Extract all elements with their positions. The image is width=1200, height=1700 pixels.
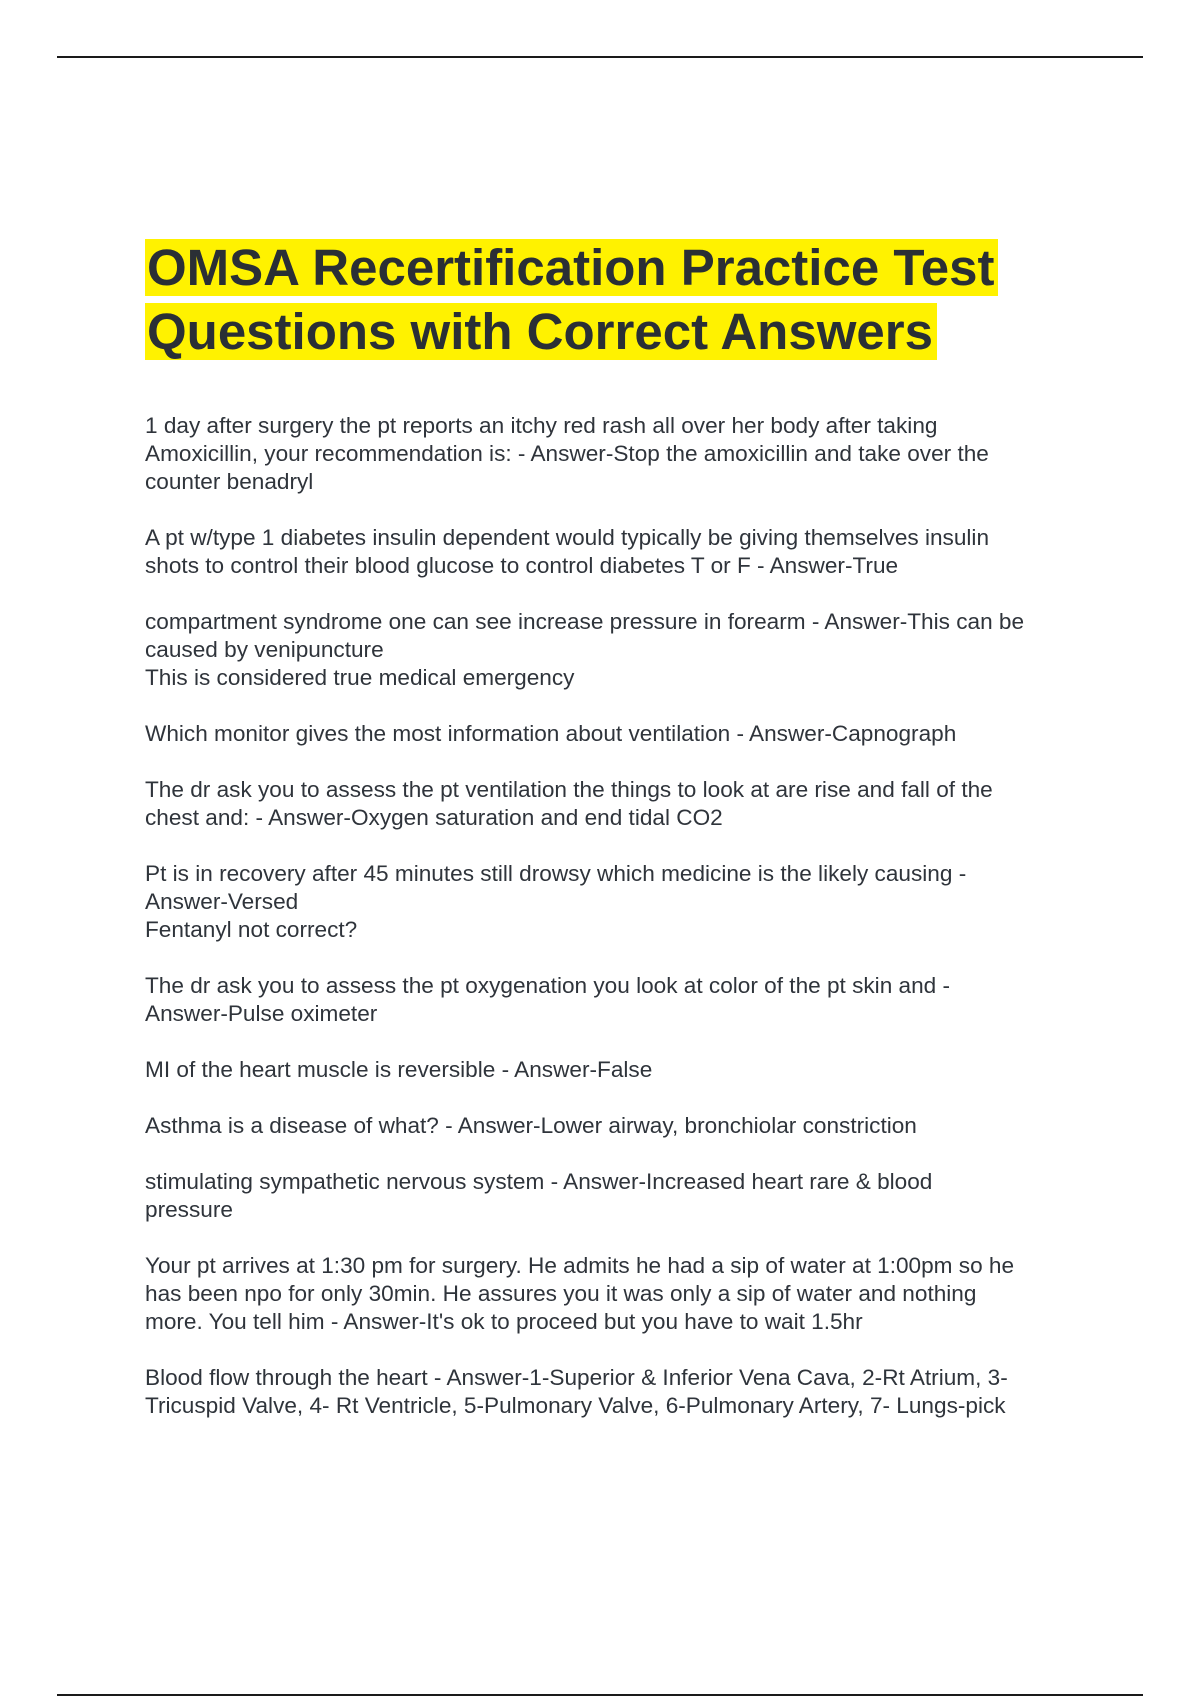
question-answer-list (145, 412, 1095, 1448)
qa-text-line: pressure (145, 1197, 233, 1222)
qa-text-line: A pt w/type 1 diabetes insulin dependent would typically be giving themselves insulin (145, 525, 990, 550)
qa-item (145, 1168, 1095, 1224)
qa-text-line: Your pt arrives at 1:30 pm for surgery. He admits he had a sip of water at 1:00pm so he (145, 1253, 1015, 1278)
qa-item (145, 1056, 1095, 1084)
qa-text-line: chest and: - Answer-Oxygen saturation and end tidal CO2 (145, 805, 723, 830)
qa-item (145, 972, 1095, 1028)
qa-item (145, 1252, 1095, 1336)
qa-text-line: The dr ask you to assess the pt ventilation the things to look at are rise and fall of the (145, 777, 993, 802)
qa-text-line: MI of the heart muscle is reversible - Answer-False (145, 1057, 653, 1082)
qa-text-line: has been npo for only 30min. He assures you it was only a sip of water and nothing (145, 1281, 977, 1306)
qa-text-line: Which monitor gives the most information about ventilation - Answer-Capnograph (145, 721, 957, 746)
document-title (145, 236, 1095, 364)
qa-item (145, 860, 1095, 944)
qa-text-line: counter benadryl (145, 469, 314, 494)
qa-item (145, 720, 1095, 748)
qa-item (145, 776, 1095, 832)
qa-text-line: more. You tell him - Answer-It's ok to proceed but you have to wait 1.5hr (145, 1309, 863, 1334)
qa-text-line: Asthma is a disease of what? - Answer-Lower airway, bronchiolar constriction (145, 1113, 917, 1138)
qa-text-line: Amoxicillin, your recommendation is: - Answer-Stop the amoxicillin and take over the (145, 441, 989, 466)
qa-text-line: Blood flow through the heart - Answer-1-Superior & Inferior Vena Cava, 2-Rt Atrium, 3- (145, 1365, 1008, 1390)
qa-text-line: caused by venipuncture (145, 637, 384, 662)
qa-item (145, 1364, 1095, 1420)
qa-text-line: This is considered true medical emergency (145, 665, 575, 690)
title-line-2: Questions with Correct Answers (145, 303, 937, 360)
qa-text-line: compartment syndrome one can see increase pressure in forearm - Answer-This can be (145, 609, 1025, 634)
top-rule (57, 56, 1143, 58)
bottom-rule (57, 1694, 1143, 1696)
qa-text-line: Tricuspid Valve, 4- Rt Ventricle, 5-Pulmonary Valve, 6-Pulmonary Artery, 7- Lungs-pick (145, 1393, 1006, 1418)
qa-text-line: Answer-Versed (145, 889, 299, 914)
qa-text-line: shots to control their blood glucose to control diabetes T or F - Answer-True (145, 553, 899, 578)
qa-item (145, 1112, 1095, 1140)
qa-item (145, 608, 1095, 692)
qa-item (145, 524, 1095, 580)
title-line-1: OMSA Recertification Practice Test (145, 239, 998, 296)
qa-text-line: The dr ask you to assess the pt oxygenation you look at color of the pt skin and - (145, 973, 951, 998)
qa-text-line: stimulating sympathetic nervous system - Answer-Increased heart rare & blood (145, 1169, 933, 1194)
qa-text-line: 1 day after surgery the pt reports an itchy red rash all over her body after taking (145, 413, 938, 438)
qa-text-line: Fentanyl not correct? (145, 917, 358, 942)
qa-item (145, 412, 1095, 496)
qa-text-line: Pt is in recovery after 45 minutes still drowsy which medicine is the likely causing - (145, 861, 967, 886)
qa-text-line: Answer-Pulse oximeter (145, 1001, 378, 1026)
